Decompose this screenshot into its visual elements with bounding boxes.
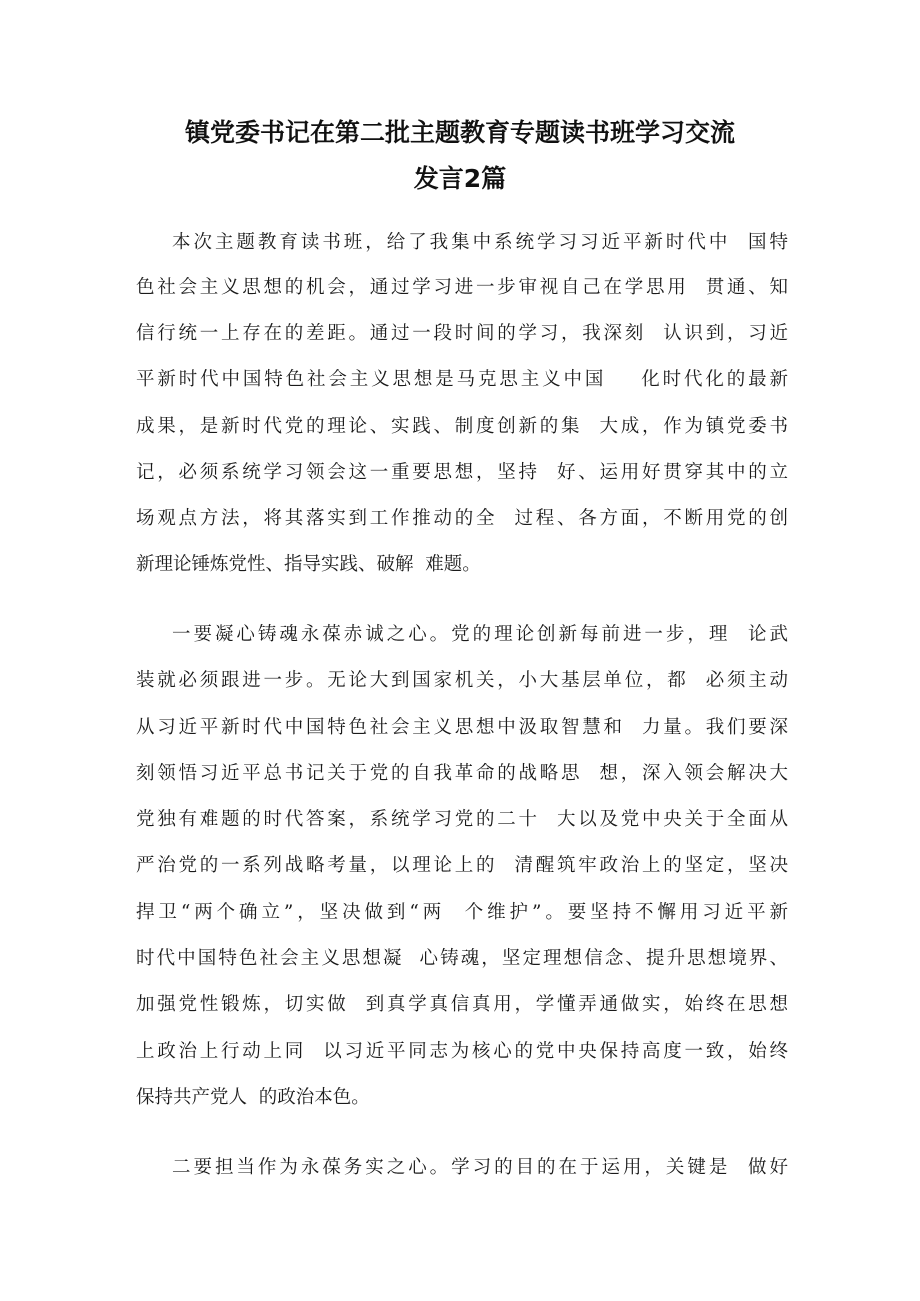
paragraph-3-line-1: 二要担当作为永葆务实之心。学习的目的在于运用，关键是 做好 xyxy=(172,1157,788,1178)
paragraph-2-line-5: 党独有难题的时代答案，系统学习党的二十 大以及党中央关于全面从 xyxy=(136,809,788,830)
paragraph-2-line-6: 严治党的一系列战略考量，以理论上的 清醒筑牢政治上的坚定，坚决 xyxy=(136,855,788,876)
paragraph-1-line-8: 新理论锤炼党性、指导实践、破解 难题。 xyxy=(136,554,481,575)
document-title-line-1: 镇党委书记在第二批主题教育专题读书班学习交流 xyxy=(184,118,735,147)
paragraph-1-line-2: 色社会主义思想的机会，通过学习进一步审视自己在学思用 贯通、知 xyxy=(136,277,788,298)
paragraph-2-line-1: 一要凝心铸魂永葆赤诚之心。党的理论创新每前进一步，理 论武 xyxy=(172,624,788,645)
paragraph-2-line-7: 捍卫“两个确立”，坚决做到“两 个维护”。要坚持不懈用习近平新 xyxy=(136,902,788,923)
paragraph-2-line-4: 刻领悟习近平总书记关于党的自我革命的战略思 想，深入领会解决大 xyxy=(136,763,788,784)
paragraph-2-line-8: 时代中国特色社会主义思想凝 心铸魂，坚定理想信念、提升思想境界、 xyxy=(136,948,788,969)
paragraph-2-line-2: 装就必须跟进一步。无论大到国家机关，小大基层单位，都 必须主动 xyxy=(136,670,788,691)
paragraph-1-line-5: 成果，是新时代党的理论、实践、制度创新的集 大成，作为镇党委书 xyxy=(136,416,788,437)
paragraph-2-line-3: 从习近平新时代中国特色社会主义思想中汲取智慧和 力量。我们要深 xyxy=(136,717,788,738)
document-title-line-2: 发言2篇 xyxy=(413,164,507,193)
paragraph-2-line-10: 上政治上行动上同 以习近平同志为核心的党中央保持高度一致，始终 xyxy=(136,1041,788,1062)
paragraph-1-line-4: 平新时代中国特色社会主义思想是马克思主义中国 化时代化的最新 xyxy=(136,369,788,390)
paragraph-1-line-3: 信行统一上存在的差距。通过一段时间的学习，我深刻 认识到，习近 xyxy=(136,323,788,344)
paragraph-1-line-1: 本次主题教育读书班，给了我集中系统学习习近平新时代中 国特 xyxy=(172,232,788,253)
paragraph-2-line-9: 加强党性锻炼，切实做 到真学真信真用，学懂弄通做实，始终在思想 xyxy=(136,994,788,1015)
paragraph-1-line-6: 记，必须系统学习领会这一重要思想，坚持 好、运用好贯穿其中的立 xyxy=(136,462,788,483)
paragraph-2-line-11: 保持共产党人 的政治本色。 xyxy=(136,1087,370,1108)
paragraph-1-line-7: 场观点方法，将其落实到工作推动的全 过程、各方面，不断用党的创 xyxy=(136,508,788,529)
